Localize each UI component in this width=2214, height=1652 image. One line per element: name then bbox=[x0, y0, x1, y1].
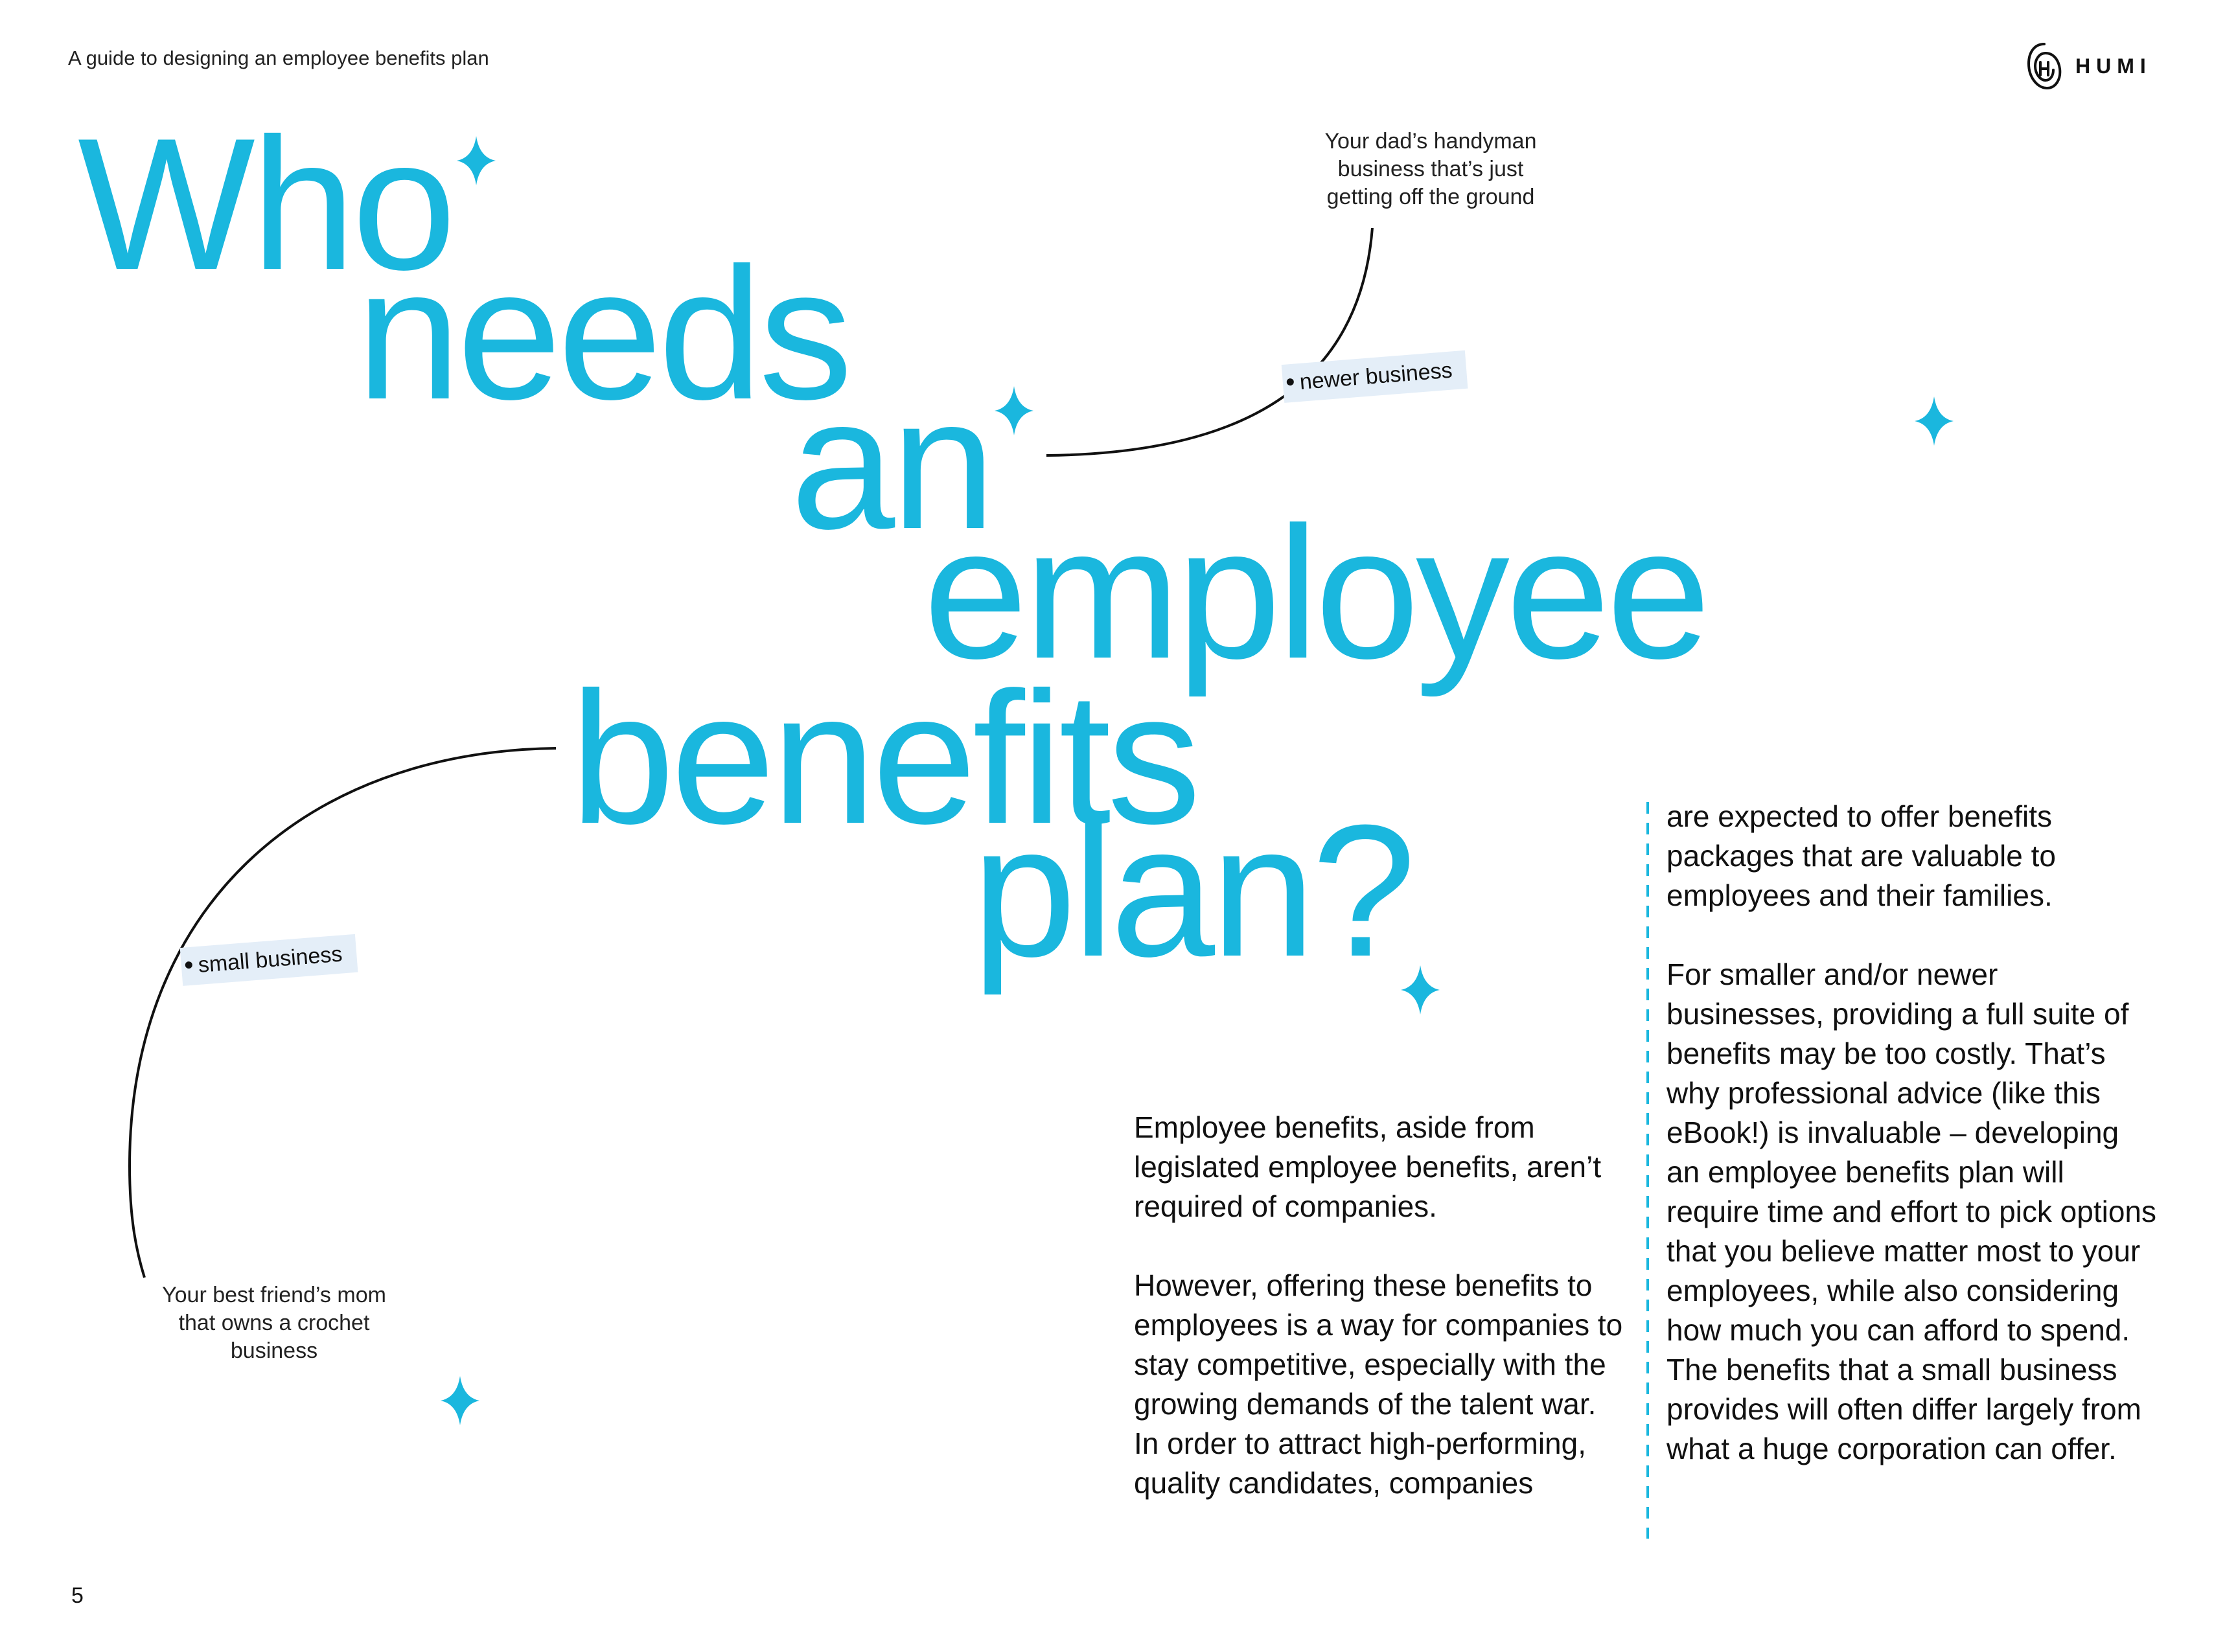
hero-word-benefits: benefits bbox=[570, 653, 1197, 863]
hero-word-employee: employee bbox=[923, 488, 1707, 698]
sparkle-icon bbox=[995, 386, 1033, 435]
body-column-1 bbox=[1134, 1108, 1626, 1503]
sparkle-icon bbox=[1915, 396, 1954, 446]
annotation-line: getting off the ground bbox=[1326, 185, 1535, 209]
sparkle-icon bbox=[1401, 965, 1440, 1015]
annotation-line: business bbox=[230, 1338, 318, 1363]
hero-word-plan: plan? bbox=[972, 786, 1413, 996]
body-paragraph: However, offering these benefits to employees is a way for companies to stay competitive, especially with the growing demands of the talent war. In order to attract high-performing, quality candidates, companies bbox=[1134, 1268, 1623, 1500]
tag-small-business: small business bbox=[180, 934, 358, 986]
annotation-line: business that’s just bbox=[1337, 157, 1524, 181]
hero-word-an: an bbox=[790, 358, 992, 568]
hero-word-who: Who bbox=[78, 99, 453, 309]
annotation-small-business bbox=[138, 1281, 410, 1365]
sparkle-icon bbox=[457, 136, 496, 185]
body-paragraph: Employee benefits, aside from legislated employee benefits, aren’t required of companies. bbox=[1134, 1110, 1602, 1223]
brand-name: HUMI bbox=[2075, 54, 2152, 78]
sparkle-icon bbox=[441, 1376, 479, 1425]
body-column-2 bbox=[1666, 797, 2159, 1469]
connector-curve-small bbox=[130, 748, 556, 1278]
hero-word-needs: needs bbox=[356, 229, 849, 439]
tag-newer-business: newer business bbox=[1282, 350, 1468, 403]
annotation-line: Your dad’s handyman bbox=[1324, 129, 1537, 154]
page-number: 5 bbox=[71, 1583, 84, 1608]
body-paragraph: For smaller and/or newer businesses, providing a full suite of benefits may be too costly. That’s why professional advice (like this eBook!) is invaluable – developing an employee benefits plan will require time and effort to pick options that you believe matter most to your employees, while also considering how much you can afford to spend. The benefits that a small business provides will often differ largely from what a huge corporation can offer. bbox=[1666, 958, 2157, 1465]
body-paragraph: are expected to offer benefits packages that are valuable to employees and their families. bbox=[1666, 799, 2056, 912]
annotation-line: Your best friend’s mom bbox=[162, 1283, 386, 1307]
annotation-newer-business bbox=[1295, 128, 1567, 211]
running-header: A guide to designing an employee benefits plan bbox=[68, 47, 489, 69]
annotation-line: that owns a crochet bbox=[178, 1311, 370, 1335]
connector-curve-newer bbox=[1046, 228, 1372, 455]
